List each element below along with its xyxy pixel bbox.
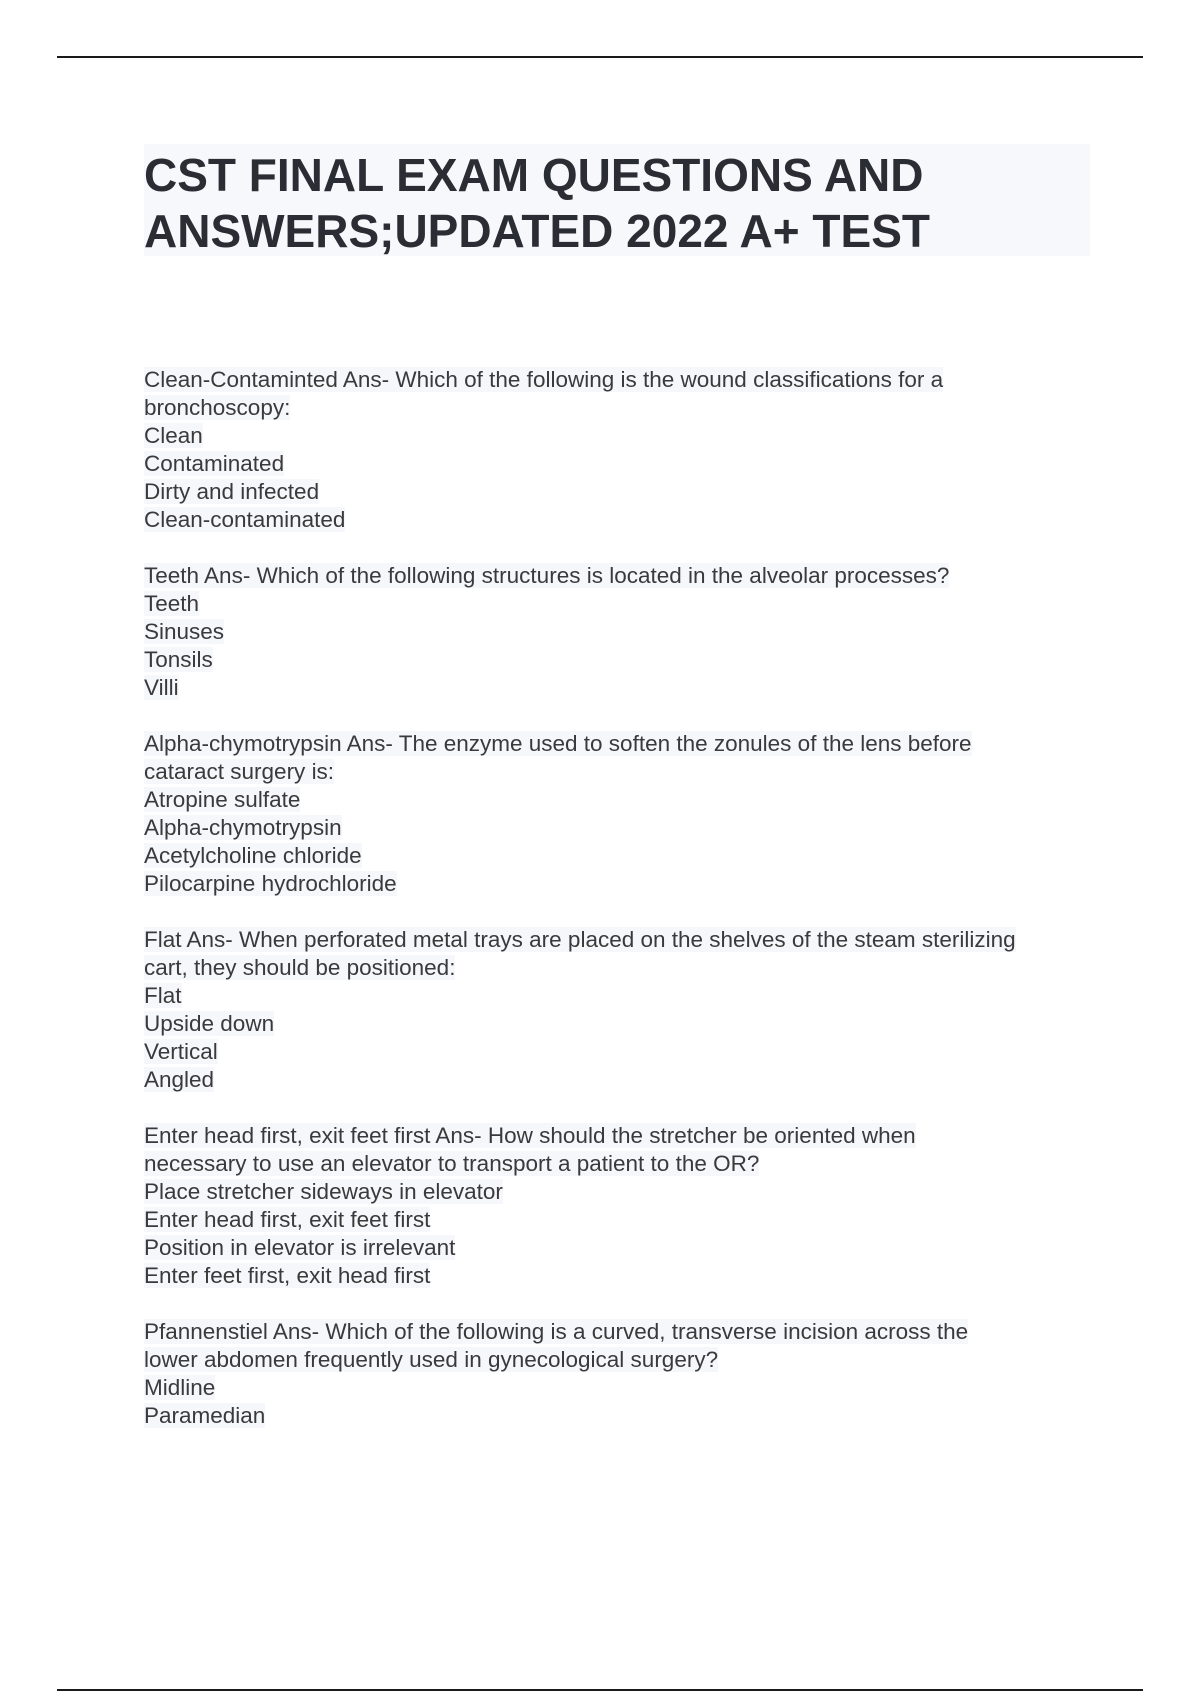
answer-option: Vertical (144, 1039, 218, 1064)
qa-list (144, 366, 1104, 1458)
question-line: bronchoscopy: (144, 395, 291, 420)
answer-option: Flat (144, 983, 182, 1008)
document-title (144, 144, 1090, 256)
bottom-rule (57, 1689, 1143, 1691)
qa-item-3 (144, 730, 1104, 898)
answer-option: Clean (144, 423, 203, 448)
qa-item-4 (144, 926, 1104, 1094)
answer-option: Teeth (144, 591, 200, 616)
question-line: Teeth Ans- Which of the following structures is located in the alveolar processes? (144, 563, 950, 588)
answer-option: Villi (144, 675, 179, 700)
answer-option: Paramedian (144, 1403, 266, 1428)
question-line: Enter head first, exit feet first Ans- How should the stretcher be oriented when (144, 1123, 916, 1148)
answer-option: Enter head first, exit feet first (144, 1207, 431, 1232)
answer-option: Midline (144, 1375, 216, 1400)
title-line-2: ANSWERS;UPDATED 2022 A+ TEST (144, 205, 930, 257)
title-line-1: CST FINAL EXAM QUESTIONS AND (144, 149, 924, 201)
answer-option: Atropine sulfate (144, 787, 301, 812)
question-line: Alpha-chymotrypsin Ans- The enzyme used to soften the zonules of the lens before (144, 731, 972, 756)
question-line: lower abdomen frequently used in gynecological surgery? (144, 1347, 719, 1372)
qa-item-2 (144, 562, 1104, 702)
answer-option: Sinuses (144, 619, 225, 644)
answer-option: Clean-contaminated (144, 507, 346, 532)
answer-option: Upside down (144, 1011, 275, 1036)
answer-option: Enter feet first, exit head first (144, 1263, 431, 1288)
question-line: Pfannenstiel Ans- Which of the following is a curved, transverse incision across the (144, 1319, 969, 1344)
qa-item-1 (144, 366, 1104, 534)
question-line: cataract surgery is: (144, 759, 335, 784)
answer-option: Place stretcher sideways in elevator (144, 1179, 503, 1204)
answer-option: Pilocarpine hydrochloride (144, 871, 397, 896)
answer-option: Tonsils (144, 647, 213, 672)
answer-option: Angled (144, 1067, 215, 1092)
question-line: necessary to use an elevator to transport a patient to the OR? (144, 1151, 760, 1176)
question-line: cart, they should be positioned: (144, 955, 456, 980)
question-line: Clean-Contaminted Ans- Which of the following is the wound classifications for a (144, 367, 944, 392)
answer-option: Acetylcholine chloride (144, 843, 362, 868)
answer-option: Contaminated (144, 451, 285, 476)
answer-option: Dirty and infected (144, 479, 320, 504)
answer-option: Alpha-chymotrypsin (144, 815, 342, 840)
qa-item-6 (144, 1318, 1104, 1430)
question-line: Flat Ans- When perforated metal trays are placed on the shelves of the steam sterilizing (144, 927, 1016, 952)
answer-option: Position in elevator is irrelevant (144, 1235, 456, 1260)
qa-item-5 (144, 1122, 1104, 1290)
top-rule (57, 56, 1143, 58)
